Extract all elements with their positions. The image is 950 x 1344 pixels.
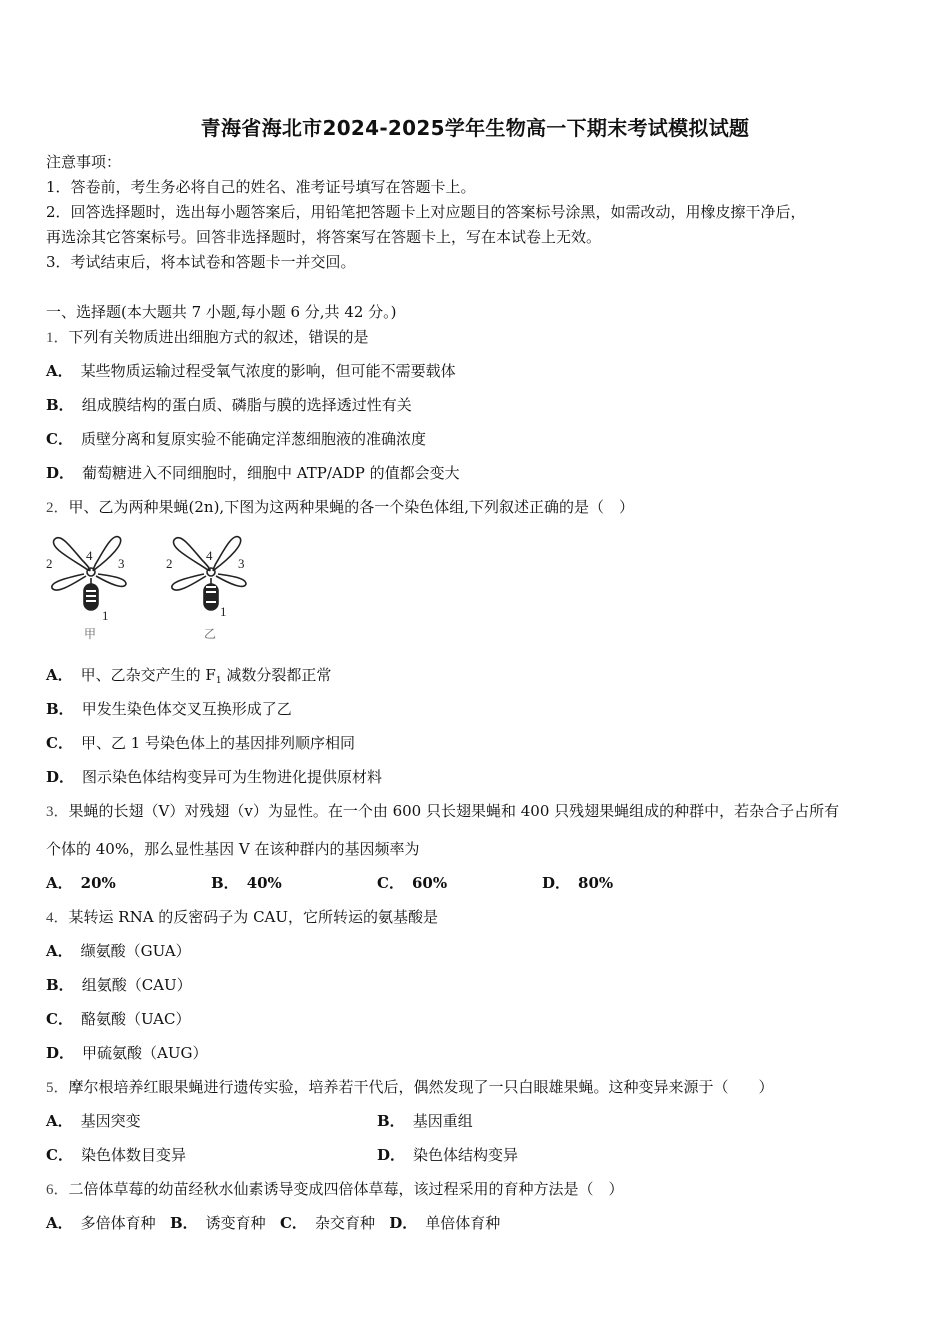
option-text: 诱变育种 — [205, 1214, 266, 1232]
question-3-cont: 个体的 40%，那么显性基因 V 在该种群内的基因频率为 — [46, 840, 420, 858]
option-text: 基因重组 — [412, 1112, 473, 1130]
option-label: C． — [279, 1214, 307, 1232]
chromosome-2 — [53, 538, 90, 571]
option-c — [46, 1145, 186, 1165]
option-b — [46, 699, 292, 719]
band — [86, 600, 96, 602]
option-d — [46, 463, 460, 483]
chromosome-2 — [173, 538, 210, 571]
question-6-options — [46, 1213, 500, 1233]
option-text: 质壁分离和复原实验不能确定洋葱细胞液的准确浓度 — [80, 430, 426, 448]
label-4: 4 — [86, 548, 93, 563]
question-6 — [46, 1179, 624, 1200]
option-c — [46, 429, 426, 449]
label-1: 1 — [220, 604, 227, 619]
option-label: D． — [542, 874, 571, 892]
band — [206, 601, 216, 603]
option-b — [211, 873, 282, 893]
chromosome-3-lower — [96, 574, 126, 586]
option-d — [389, 1213, 500, 1233]
band — [206, 586, 216, 588]
notice-item: 再选涂其它答案标号。回答非选择题时，将答案写在答题卡上，写在本试卷上无效。 — [46, 228, 602, 246]
option-text: 某些物质运输过程受氧气浓度的影响，但可能不需要载体 — [80, 362, 456, 380]
option-text: 40% — [246, 874, 282, 892]
option-d — [46, 1043, 207, 1063]
question-number: 2． — [46, 500, 69, 516]
option-a — [46, 1111, 141, 1131]
option-text: 80% — [578, 874, 614, 892]
option-text: 染色体结构变异 — [413, 1146, 519, 1164]
dot-chromosome-4 — [207, 568, 215, 576]
option-a — [46, 361, 456, 381]
option-text: 20% — [80, 874, 116, 892]
band — [86, 595, 96, 597]
option-b — [46, 975, 192, 995]
option-c — [46, 1009, 190, 1029]
question-number: 5． — [46, 1080, 69, 1096]
option-text: 甲硫氨酸（AUG） — [82, 1044, 208, 1062]
option-c — [280, 1213, 375, 1233]
option-text: 甲、乙杂交产生的 F — [80, 666, 216, 684]
option-label: A． — [46, 362, 73, 380]
question-4 — [46, 907, 438, 928]
section-heading: 一、选择题(本大题共 7 小题,每小题 6 分,共 42 分。) — [46, 303, 397, 321]
label-2: 2 — [46, 556, 53, 571]
question-number: 4． — [46, 910, 69, 926]
option-text: 组氨酸（CAU） — [81, 976, 192, 994]
option-c — [377, 873, 447, 893]
option-a — [46, 1213, 156, 1233]
option-b — [377, 1111, 473, 1131]
option-text: 染色体数目变异 — [80, 1146, 186, 1164]
option-label: A． — [46, 1214, 73, 1232]
question-2 — [46, 497, 634, 518]
question-text: 甲、乙为两种果蝇(2n),下图为这两种果蝇的各一个染色体组,下列叙述正确的是（ ） — [68, 498, 634, 516]
label-3: 3 — [238, 556, 245, 571]
option-text: 甲发生染色体交叉互换形成了乙 — [81, 700, 292, 718]
option-label: A． — [46, 1112, 73, 1130]
question-3 — [46, 801, 839, 822]
option-label: D． — [46, 768, 75, 786]
chromosome-1-bands — [86, 590, 96, 602]
question-number: 1． — [46, 330, 69, 346]
label-3: 3 — [118, 556, 125, 571]
notice-heading: 注意事项： — [46, 153, 122, 171]
option-label: A． — [46, 942, 73, 960]
option-c — [46, 733, 355, 753]
option-text: 基因突变 — [80, 1112, 141, 1130]
option-label: B． — [46, 700, 74, 718]
chromosome-3 — [213, 537, 240, 571]
label-4: 4 — [206, 548, 213, 563]
notice-item: 3．考试结束后，将本试卷和答题卡一并交回。 — [46, 253, 356, 271]
chromosome-2-lower — [172, 574, 206, 590]
chromosome-2-lower — [52, 574, 86, 590]
option-d — [377, 1145, 518, 1165]
subscript: 1 — [215, 676, 222, 686]
option-text: 酪氨酸（UAC） — [80, 1010, 191, 1028]
page-title: 青海省海北市2024-2025学年生物高一下期末考试模拟试题 — [200, 116, 750, 140]
option-text: 多倍体育种 — [80, 1214, 156, 1232]
notice-item: 1．答卷前，考生务必将自己的姓名、准考证号填写在答题卡上。 — [46, 178, 476, 196]
option-label: B． — [377, 1112, 405, 1130]
option-d — [542, 873, 613, 893]
option-label: C． — [46, 734, 73, 752]
option-label: C． — [46, 1146, 73, 1164]
option-text: 单倍体育种 — [425, 1214, 501, 1232]
chromosome-3-lower — [216, 574, 246, 586]
option-label: D． — [46, 1044, 75, 1062]
option-label: B． — [46, 976, 74, 994]
option-text: 图示染色体结构变异可为生物进化提供原材料 — [82, 768, 383, 786]
question-1 — [46, 327, 369, 348]
caption-jia: 甲 — [84, 627, 97, 641]
chromosome-set-figure — [40, 528, 270, 648]
label-2: 2 — [166, 556, 173, 571]
dot-chromosome-4 — [87, 568, 95, 576]
option-label: B． — [211, 874, 239, 892]
option-text: 减数分裂都正常 — [221, 666, 332, 684]
option-label: B． — [46, 396, 74, 414]
option-label: C． — [377, 874, 404, 892]
band — [206, 591, 216, 593]
option-label: C． — [46, 430, 73, 448]
question-number: 3． — [46, 804, 69, 820]
question-text: 摩尔根培养红眼果蝇进行遗传实验，培养若干代后，偶然发现了一只白眼雄果蝇。这种变异来源于（ ） — [68, 1078, 774, 1096]
option-label: A． — [46, 874, 73, 892]
option-text: 组成膜结构的蛋白质、磷脂与膜的选择透过性有关 — [81, 396, 412, 414]
option-text: 杂交育种 — [314, 1214, 375, 1232]
caption-yi: 乙 — [204, 627, 217, 641]
option-a — [46, 665, 331, 691]
band — [86, 590, 96, 592]
label-1: 1 — [102, 608, 109, 623]
option-text: 缬氨酸（GUA） — [80, 942, 191, 960]
option-label: D． — [46, 464, 75, 482]
notice-item: 2．回答选择题时，选出每小题答案后，用铅笔把答题卡上对应题目的答案标号涂黑，如需改动，用橡皮擦干净后， — [46, 203, 806, 221]
chromosome-3 — [93, 537, 120, 571]
question-number: 6． — [46, 1182, 69, 1198]
option-a — [46, 941, 191, 961]
question-5 — [46, 1077, 774, 1098]
option-label: B． — [169, 1214, 198, 1232]
option-label: D． — [389, 1214, 418, 1232]
option-d — [46, 767, 382, 787]
option-a — [46, 873, 116, 893]
option-label: D． — [377, 1146, 406, 1164]
option-text: 甲、乙 1 号染色体上的基因排列顺序相同 — [80, 734, 356, 752]
question-text: 某转运 RNA 的反密码子为 CAU，它所转运的氨基酸是 — [68, 908, 439, 926]
option-b — [46, 395, 412, 415]
question-text: 二倍体草莓的幼苗经秋水仙素诱导变成四倍体草莓，该过程采用的育种方法是（ ） — [68, 1180, 624, 1198]
option-text: 葡萄糖进入不同细胞时，细胞中 ATP/ADP 的值都会变大 — [82, 464, 460, 482]
question-text: 果蝇的长翅（V）对残翅（v）为显性。在一个由 600 只长翅果蝇和 400 只残翅果蝇组成的种群中，若杂合子占所有 — [68, 802, 840, 820]
option-b — [170, 1213, 266, 1233]
option-text: 60% — [411, 874, 448, 892]
question-text: 下列有关物质进出细胞方式的叙述，错误的是 — [68, 328, 369, 346]
option-label: A． — [46, 666, 73, 684]
option-label: C． — [46, 1010, 73, 1028]
